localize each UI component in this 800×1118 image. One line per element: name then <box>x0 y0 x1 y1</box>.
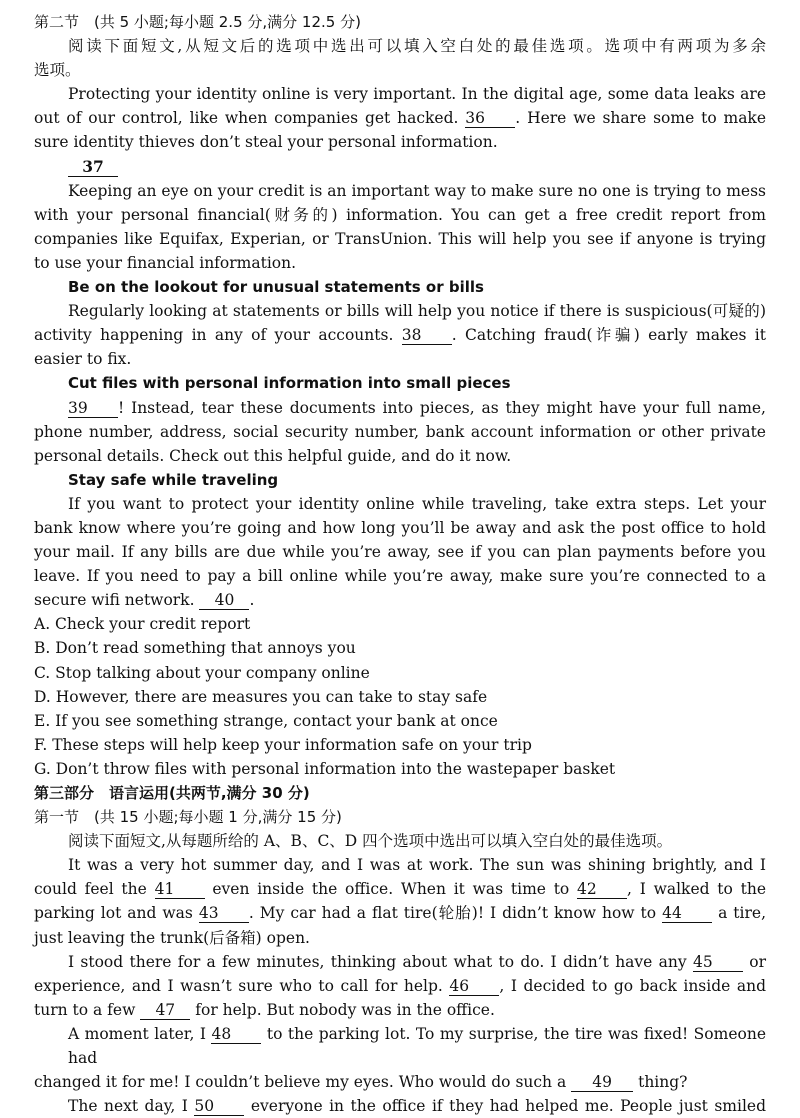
passage-line: Regularly looking at statements or bills will help you notice if there is suspicious(可疑的) <box>68 302 766 321</box>
blank-41[interactable]: 41 <box>155 880 205 899</box>
passage-text: A moment later, I <box>68 1024 207 1043</box>
blank-37[interactable]: 37 <box>68 158 118 177</box>
passage-text: , I decided to go back inside and <box>499 976 766 995</box>
option-c[interactable]: C. Stop talking about your company online <box>34 663 370 682</box>
passage-line <box>34 950 766 974</box>
passage-text: . <box>249 591 255 610</box>
passage-line: phone number, address, social security number, bank account information or other private <box>34 422 766 441</box>
instruction-text: 阅读下面短文,从每题所给的 A、B、C、D 四个选项中选出可以填入空白处的最佳选项。 <box>68 832 673 851</box>
blank-45[interactable]: 45 <box>693 953 743 972</box>
passage-line <box>34 1094 766 1118</box>
passage-line <box>34 974 766 998</box>
blank-39[interactable]: 39 <box>68 399 118 418</box>
passage-line: to use your financial information. <box>34 253 297 272</box>
passage-line: It was a very hot summer day, and I was at work. The sun was shining brightly, and I <box>68 856 766 875</box>
passage-text: to the parking lot. To my surprise, the tire was fixed! Someone had <box>68 1024 766 1068</box>
option-g[interactable]: G. Don’t throw files with personal information into the wastepaper basket <box>34 759 616 778</box>
passage-line <box>34 1022 766 1070</box>
passage-line: sure identity thieves don’t steal your personal information. <box>34 133 498 152</box>
blank-46[interactable]: 46 <box>449 977 499 996</box>
section-header: 第二节 (共 5 小题;每小题 2.5 分,满分 12.5 分) <box>34 13 361 31</box>
passage-text: could feel the <box>34 880 147 899</box>
passage-line <box>34 588 766 612</box>
passage-line: easier to fix. <box>34 350 132 369</box>
passage-text: parking lot and was <box>34 904 193 923</box>
passage-line <box>34 106 766 130</box>
blank-48[interactable]: 48 <box>211 1025 261 1044</box>
blank-40[interactable]: 40 <box>199 591 249 610</box>
passage-text: everyone in the office if they had helped me. People just smiled <box>250 1097 766 1116</box>
option-e[interactable]: E. If you see something strange, contact your bank at once <box>34 711 498 730</box>
instruction-text: 选项。 <box>34 61 81 80</box>
blank-50[interactable]: 50 <box>194 1097 244 1116</box>
passage-text: activity happening in any of your accounts. <box>34 326 394 345</box>
blank-36[interactable]: 36 <box>465 109 515 128</box>
blank-44[interactable]: 44 <box>662 904 712 923</box>
passage-line <box>34 877 766 901</box>
blank-43[interactable]: 43 <box>199 904 249 923</box>
passage-text: experience, and I wasn’t sure who to call for help. <box>34 976 443 995</box>
passage-text: . Catching fraud(诈骗) early makes it <box>451 326 766 345</box>
passage-text: changed it for me! I couldn’t believe my eyes. Who would do such a <box>34 1073 567 1092</box>
passage-line <box>34 155 766 179</box>
passage-line: companies like Equifax, Experian, or TransUnion. This will help you see if anyone is trying <box>34 229 766 248</box>
option-d[interactable]: D. However, there are measures you can take to stay safe <box>34 687 488 706</box>
passage-text: turn to a few <box>34 1000 136 1019</box>
part-header: 第三部分 语言运用(共两节,满分 30 分) <box>34 784 310 802</box>
passage-line: just leaving the trunk(后备箱) open. <box>34 928 310 947</box>
passage-line <box>34 998 766 1022</box>
option-a[interactable]: A. Check your credit report <box>34 615 251 634</box>
passage-text: for help. But nobody was in the office. <box>195 1000 495 1019</box>
section-header: 第一节 (共 15 小题;每小题 1 分,满分 15 分) <box>34 808 342 827</box>
blank-49[interactable]: 49 <box>571 1073 633 1092</box>
passage-text: ! Instead, tear these documents into pieces, as they might have your full name, <box>118 398 766 417</box>
passage-text: The next day, I <box>68 1097 188 1116</box>
instruction-text: 阅读下面短文,从短文后的选项中选出可以填入空白处的最佳选项。选项中有两项为多余 <box>68 37 766 56</box>
passage-text: a tire, <box>718 904 766 923</box>
blank-38[interactable]: 38 <box>402 326 452 345</box>
passage-line <box>34 323 766 347</box>
passage-text: or <box>749 952 767 971</box>
passage-text: . My car had a flat tire(轮胎)! I didn’t know how to <box>248 904 657 923</box>
subheading: Be on the lookout for unusual statements or bills <box>68 278 484 297</box>
passage-line: leave. If you need to pay a bill online while you’re away, make sure you’re connected to a <box>34 567 766 586</box>
passage-text: I stood there for a few minutes, thinking about what to do. I didn’t have any <box>68 952 687 971</box>
passage-text: , I walked to the <box>627 880 767 899</box>
option-b[interactable]: B. Don’t read something that annoys you <box>34 639 356 658</box>
passage-text: out of our control, like when companies get hacked. <box>34 109 459 128</box>
subheading: Stay safe while traveling <box>68 470 279 489</box>
blank-42[interactable]: 42 <box>577 880 627 899</box>
passage-text: secure wifi network. <box>34 591 195 610</box>
passage-line: your mail. If any bills are due while you’re away, see if you can plan payments before you <box>34 543 766 562</box>
options-list <box>34 612 766 781</box>
passage-line: If you want to protect your identity online while traveling, take extra steps. Let your <box>68 494 766 513</box>
passage-text: even inside the office. When it was time to <box>212 880 570 899</box>
passage-line: Protecting your identity online is very important. In the digital age, some data leaks are <box>68 85 766 104</box>
passage-line <box>34 901 766 925</box>
passage-line <box>34 1070 766 1094</box>
passage-line: personal details. Check out this helpful guide, and do it now. <box>34 446 512 465</box>
blank-47[interactable]: 47 <box>140 1001 190 1020</box>
passage-text: . Here we share some to make <box>515 109 766 128</box>
passage-line: with your personal financial(财务的) information. You can get a free credit report from <box>34 205 766 224</box>
passage-line <box>34 396 766 420</box>
passage-line: Keeping an eye on your credit is an important way to make sure no one is trying to mess <box>68 181 766 200</box>
option-f[interactable]: F. These steps will help keep your information safe on your trip <box>34 735 532 754</box>
passage-line: bank know where you’re going and how long you’ll be away and ask the post office to hold <box>34 518 766 537</box>
passage-text: thing? <box>638 1073 688 1092</box>
subheading: Cut files with personal information into small pieces <box>68 374 511 393</box>
